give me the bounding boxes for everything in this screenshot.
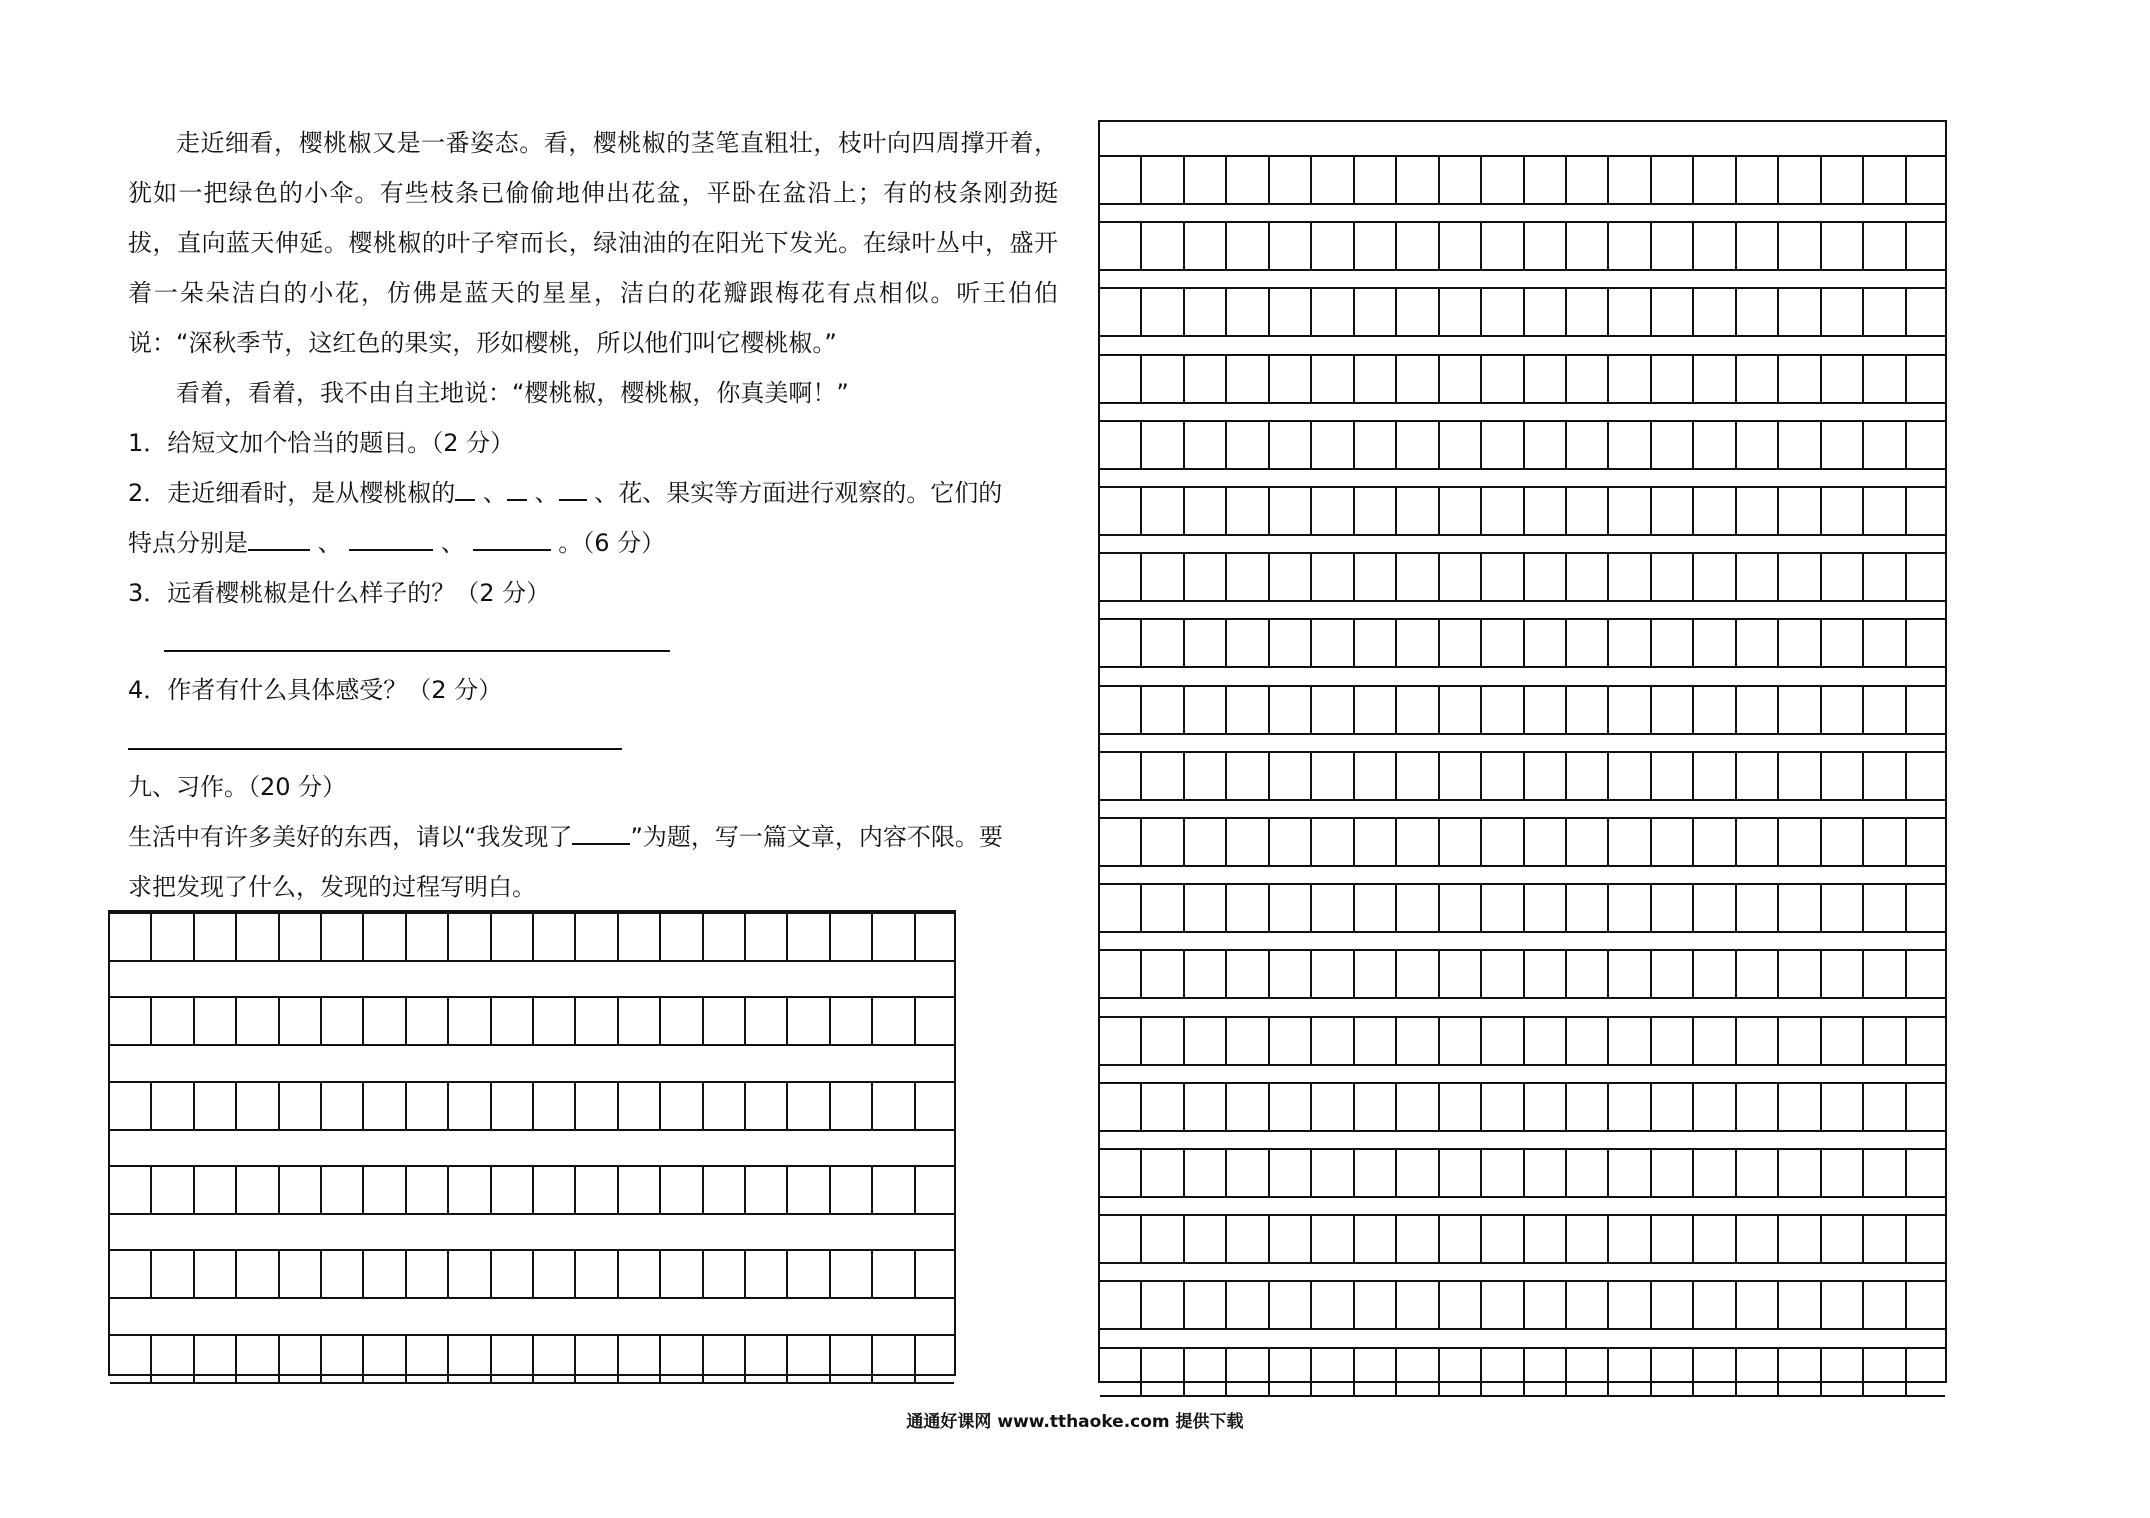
separator: 、	[534, 479, 559, 507]
answer-blank[interactable]	[559, 473, 587, 501]
writing-grid-cell[interactable]	[1100, 422, 1907, 468]
writing-grid-cell[interactable]	[110, 998, 916, 1044]
writing-grid-row	[1100, 618, 1945, 668]
writing-grid-cell[interactable]	[1100, 1018, 1907, 1064]
separator: 、	[482, 479, 507, 507]
writing-grid-row	[1100, 221, 1945, 271]
answer-blank[interactable]	[473, 523, 551, 551]
passage-paragraph-1: 走近细看，樱桃椒又是一番姿态。看，樱桃椒的茎笔直粗壮，枝叶向四周撑开着，犹如一把绿色的小伞。有些枝条已偷偷地伸出花盆，平卧在盆沿上；有的枝条刚劲挺拔，直向蓝天伸延。樱桃椒的叶子窄而长，绿油油的在阳光下发光。在绿叶丛中，盛开着一朵朵洁白的小花，仿佛是蓝天的星星，洁白的花瓣跟梅花有点相似。听王伯伯说：“深秋季节，这红色的果实，形如樱桃，所以他们叫它樱桃椒。”	[128, 129, 1058, 357]
writing-grid-cell[interactable]	[110, 1336, 916, 1382]
question-2-suffix: 、花、果实等方面进行观察的。它们的	[594, 479, 1003, 507]
writing-grid-row	[1100, 1280, 1945, 1330]
writing-grid-cell[interactable]	[1100, 554, 1907, 600]
composition-prompt-line-2: 求把发现了什么，发现的过程写明白。	[128, 873, 536, 901]
writing-grid-cell[interactable]	[1100, 157, 1907, 203]
writing-grid-cell[interactable]	[1100, 1150, 1907, 1196]
footer-credit: 通通好课网 www.tthaoke.com 提供下载	[906, 1412, 1244, 1432]
writing-grid-row	[1100, 420, 1945, 470]
writing-grid-cell[interactable]	[1100, 289, 1907, 335]
question-3-answer-line[interactable]	[164, 650, 670, 652]
writing-grid-cell[interactable]	[1100, 223, 1907, 269]
writing-grid-right	[1098, 120, 1947, 1383]
question-2-line-2	[128, 518, 1058, 568]
writing-grid-row	[110, 912, 954, 962]
composition-heading: 九、习作。（20 分）	[128, 773, 347, 801]
writing-grid-row	[1100, 1214, 1945, 1264]
writing-grid-row	[1100, 751, 1945, 801]
writing-grid-row	[1100, 354, 1945, 404]
writing-grid-cell[interactable]	[110, 914, 916, 960]
writing-grid-row	[110, 1165, 954, 1215]
writing-grid-cell[interactable]	[110, 1251, 916, 1297]
writing-grid-cell[interactable]	[1100, 687, 1907, 733]
writing-grid-row	[1100, 949, 1945, 999]
writing-grid-cell[interactable]	[110, 1167, 916, 1213]
question-2-line2-end: 。（6 分）	[558, 529, 666, 557]
writing-grid-cell[interactable]	[1100, 1349, 1907, 1395]
writing-grid-cell[interactable]	[1100, 753, 1907, 799]
writing-grid-left	[108, 910, 956, 1376]
answer-blank[interactable]	[248, 523, 310, 551]
writing-grid-cell[interactable]	[1100, 1282, 1907, 1328]
writing-grid-row	[1100, 552, 1945, 602]
answer-blank[interactable]	[455, 473, 475, 501]
composition-prompt-part2: ”为题，写一篇文章，内容不限。要	[630, 823, 1003, 851]
question-2-line2-prefix: 特点分别是	[128, 529, 248, 557]
title-blank[interactable]	[572, 817, 630, 845]
writing-grid-cell[interactable]	[1100, 488, 1907, 534]
writing-grid-row	[1100, 155, 1945, 205]
writing-grid-row	[110, 996, 954, 1046]
question-4-answer-line[interactable]	[128, 748, 622, 750]
question-2-line-1	[128, 468, 1058, 518]
question-2-prefix: 2．走近细看时，是从樱桃椒的	[128, 479, 456, 507]
writing-grid-row	[1100, 486, 1945, 536]
answer-blank[interactable]	[507, 473, 527, 501]
writing-grid-row	[1100, 1148, 1945, 1198]
composition-prompt-part1: 生活中有许多美好的东西，请以“我发现了	[128, 823, 573, 851]
writing-grid-cell[interactable]	[110, 1083, 916, 1129]
writing-grid-cell[interactable]	[1100, 356, 1907, 402]
writing-grid-row	[110, 1249, 954, 1299]
writing-grid-row	[1100, 1016, 1945, 1066]
answer-blank[interactable]	[349, 523, 433, 551]
separator: 、	[317, 529, 342, 557]
writing-grid-cell[interactable]	[1100, 885, 1907, 931]
writing-grid-row	[110, 1334, 954, 1384]
writing-grid-row	[110, 1081, 954, 1131]
writing-grid-cell[interactable]	[1100, 819, 1907, 865]
writing-grid-cell[interactable]	[1100, 951, 1907, 997]
writing-grid-row	[1100, 1082, 1945, 1132]
writing-grid-row	[1100, 817, 1945, 867]
writing-grid-row	[1100, 287, 1945, 337]
writing-grid-cell[interactable]	[1100, 1216, 1907, 1262]
question-4: 4．作者有什么具体感受？（2 分）	[128, 676, 503, 704]
left-column	[128, 118, 1058, 912]
writing-grid-cell[interactable]	[1100, 1084, 1907, 1130]
question-3: 3．远看樱桃椒是什么样子的？（2 分）	[128, 579, 551, 607]
writing-grid-cell[interactable]	[1100, 620, 1907, 666]
writing-grid-row	[1100, 685, 1945, 735]
writing-grid-row	[1100, 883, 1945, 933]
composition-prompt-line-1	[128, 812, 1058, 862]
passage-paragraph-2: 看着，看着，我不由自主地说：“樱桃椒，樱桃椒，你真美啊！”	[176, 379, 849, 407]
separator: 、	[440, 529, 465, 557]
writing-grid-row	[1100, 1347, 1945, 1397]
question-1: 1．给短文加个恰当的题目。（2 分）	[128, 429, 515, 457]
